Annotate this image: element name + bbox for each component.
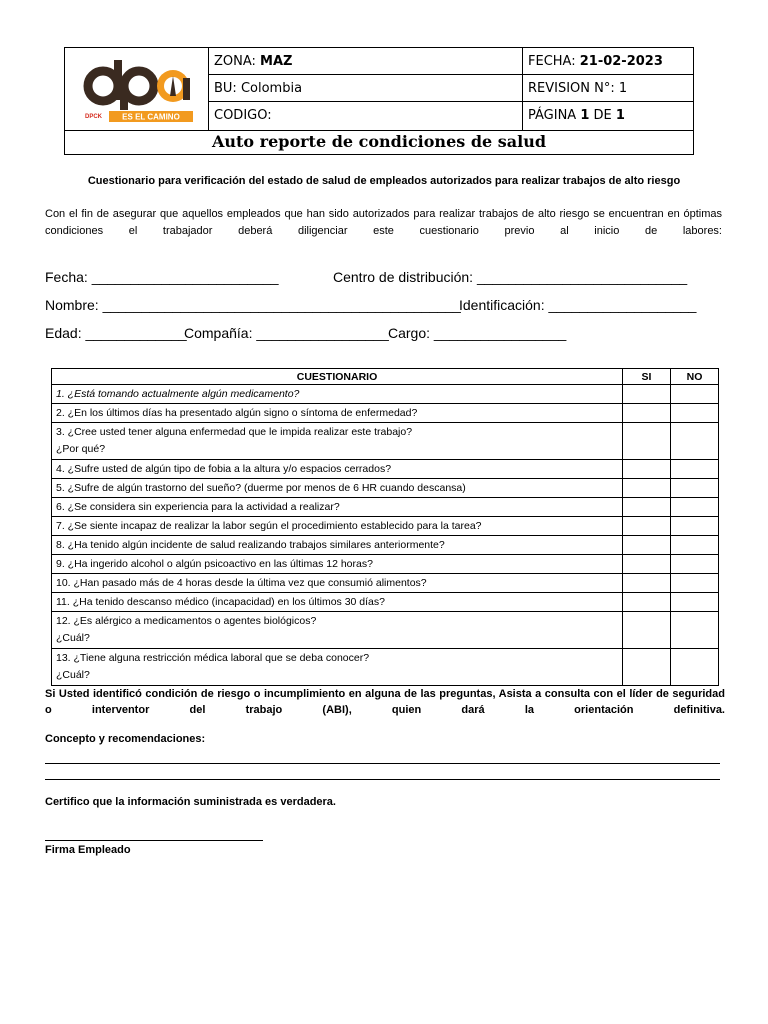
question-row xyxy=(52,574,719,593)
questionnaire-table xyxy=(51,368,719,686)
question-line: 13. ¿Tiene alguna restricción médica laboral que se deba conocer? xyxy=(56,652,370,664)
cargo-field[interactable]: Cargo: _________________ xyxy=(388,325,567,341)
codigo-label: CODIGO: xyxy=(214,108,272,123)
answer-no-cell[interactable] xyxy=(671,574,719,593)
pagina-de: DE xyxy=(589,108,616,123)
answer-no-cell[interactable] xyxy=(671,517,719,536)
question-row xyxy=(52,649,719,686)
answer-no-cell[interactable] xyxy=(671,423,719,460)
certifico-text: Certifico que la información suministrada es verdadera. xyxy=(45,796,336,808)
answer-si-cell[interactable] xyxy=(623,593,671,612)
question-followup: ¿Cuál? xyxy=(56,669,90,681)
questionnaire-header-row xyxy=(52,369,719,385)
bu-cell xyxy=(209,75,523,102)
question-line: 10. ¿Han pasado más de 4 horas desde la última vez que consumió alimentos? xyxy=(56,576,427,589)
concepto-line-1[interactable] xyxy=(45,763,720,764)
question-line: 1. ¿Está tomando actualmente algún medicamento? xyxy=(56,387,300,400)
pagina-value: 1 xyxy=(580,108,590,123)
question-text xyxy=(52,612,623,649)
bu-value: Colombia xyxy=(240,81,303,96)
question-text xyxy=(52,423,623,460)
zona-cell xyxy=(209,48,523,75)
question-row xyxy=(52,555,719,574)
question-line: 5. ¿Sufre de algún trastorno del sueño? (duerme por menos de 6 HR cuando descansa) xyxy=(56,481,466,494)
answer-no-cell[interactable] xyxy=(671,593,719,612)
pagina-total: 1 xyxy=(615,108,625,123)
fecha-cell xyxy=(523,48,693,75)
answer-si-cell[interactable] xyxy=(623,385,671,404)
answer-si-cell[interactable] xyxy=(623,536,671,555)
answer-no-cell[interactable] xyxy=(671,479,719,498)
question-followup: ¿Por qué? xyxy=(56,443,106,455)
fecha-field[interactable]: Fecha: ________________________ xyxy=(45,269,279,285)
question-text xyxy=(52,498,623,517)
answer-si-cell[interactable] xyxy=(623,649,671,686)
answer-si-cell[interactable] xyxy=(623,479,671,498)
answer-no-cell[interactable] xyxy=(671,385,719,404)
question-line: 2. ¿En los últimos días ha presentado algún signo o síntoma de enfermedad? xyxy=(56,406,418,419)
question-text xyxy=(52,517,623,536)
subtitle: Cuestionario para verificación del estado de salud de empleados autorizados para realizar trabajos de alto riesgo xyxy=(87,175,681,187)
answer-no-cell[interactable] xyxy=(671,555,719,574)
answer-no-cell[interactable] xyxy=(671,612,719,649)
question-text xyxy=(52,479,623,498)
identificacion-field[interactable]: Identificación: ___________________ xyxy=(459,297,697,313)
logo-tagline: ES EL CAMINO xyxy=(122,112,180,122)
pagina-cell xyxy=(523,102,693,130)
nombre-field[interactable]: Nombre: ______________________________________________ xyxy=(45,297,461,313)
answer-si-cell[interactable] xyxy=(623,460,671,479)
firma-label: Firma Empleado xyxy=(45,844,131,856)
answer-si-cell[interactable] xyxy=(623,555,671,574)
revision-value: 1 xyxy=(618,81,628,96)
question-text xyxy=(52,593,623,612)
question-text xyxy=(52,555,623,574)
compania-field[interactable]: Compañía: _________________ xyxy=(184,325,389,341)
codigo-cell xyxy=(209,102,523,130)
concepto-line-2[interactable] xyxy=(45,779,720,780)
question-row xyxy=(52,479,719,498)
question-text xyxy=(52,460,623,479)
answer-si-cell[interactable] xyxy=(623,498,671,517)
question-row xyxy=(52,612,719,649)
question-line: 3. ¿Cree usted tener alguna enfermedad que le impida realizar este trabajo? xyxy=(56,426,413,438)
question-line: 6. ¿Se considera sin experiencia para la actividad a realizar? xyxy=(56,500,340,513)
revision-cell xyxy=(523,75,693,102)
fecha-label: FECHA: xyxy=(528,54,580,69)
question-line: 7. ¿Se siente incapaz de realizar la labor según el procedimiento establecido para la tarea? xyxy=(56,519,482,532)
revision-label: REVISION N°: xyxy=(528,81,619,96)
question-line: 8. ¿Ha tenido algún incidente de salud realizando trabajos similares anteriormente? xyxy=(56,538,445,551)
question-line: 12. ¿Es alérgico a medicamentos o agentes biológicos? xyxy=(56,615,317,627)
document-title: Auto reporte de condiciones de salud xyxy=(65,130,693,155)
zona-value: MAZ xyxy=(260,54,293,69)
bu-label: BU: xyxy=(214,81,241,96)
answer-si-cell[interactable] xyxy=(623,574,671,593)
question-text xyxy=(52,404,623,423)
question-line: 4. ¿Sufre usted de algún tipo de fobia a la altura y/o espacios cerrados? xyxy=(56,462,392,475)
si-header: SI xyxy=(623,369,671,385)
question-row xyxy=(52,498,719,517)
no-header: NO xyxy=(671,369,719,385)
centro-field[interactable]: Centro de distribución: ___________________________ xyxy=(333,269,688,285)
zona-label: ZONA: xyxy=(214,54,261,69)
question-row xyxy=(52,517,719,536)
intro-paragraph: Con el fin de asegurar que aquellos empleados que han sido autorizados para realizar trabajos de alto riesgo se encuentran en óptimas condiciones el trabajador deberá diligenciar este cuestionario previo al inicio de labores: xyxy=(45,208,722,237)
answer-no-cell[interactable] xyxy=(671,404,719,423)
answer-no-cell[interactable] xyxy=(671,649,719,686)
pagina-label: PÁGINA xyxy=(528,108,581,123)
header-table xyxy=(64,47,694,155)
question-text xyxy=(52,574,623,593)
edad-field[interactable]: Edad: _____________ xyxy=(45,325,187,341)
question-row xyxy=(52,536,719,555)
fecha-value: 21-02-2023 xyxy=(579,54,663,69)
answer-si-cell[interactable] xyxy=(623,423,671,460)
question-line: 11. ¿Ha tenido descanso médico (incapacidad) en los últimos 30 días? xyxy=(56,595,385,608)
answer-no-cell[interactable] xyxy=(671,460,719,479)
question-row xyxy=(52,385,719,404)
logo-brand-text: DPCK xyxy=(85,114,103,120)
logo-cell xyxy=(65,48,209,130)
answer-no-cell[interactable] xyxy=(671,498,719,517)
question-row xyxy=(52,460,719,479)
question-line: 9. ¿Ha ingerido alcohol o algún psicoactivo en las últimas 12 horas? xyxy=(56,557,373,570)
answer-si-cell[interactable] xyxy=(623,612,671,649)
answer-si-cell[interactable] xyxy=(623,517,671,536)
question-followup: ¿Cuál? xyxy=(56,632,90,644)
questionnaire-body xyxy=(52,385,719,686)
question-row xyxy=(52,404,719,423)
firma-line[interactable] xyxy=(45,840,263,841)
question-text xyxy=(52,536,623,555)
question-row xyxy=(52,593,719,612)
answer-si-cell[interactable] xyxy=(623,404,671,423)
company-logo xyxy=(79,54,195,124)
question-row xyxy=(52,423,719,460)
risk-warning: Si Usted identificó condición de riesgo o incumplimiento en alguna de las preguntas, Asista a consulta con el líder de seguridad o interventor del trabajo (ABI), quien dará la orientación definitiva. xyxy=(45,688,725,716)
concepto-label: Concepto y recomendaciones: xyxy=(45,733,206,745)
question-text xyxy=(52,649,623,686)
answer-no-cell[interactable] xyxy=(671,536,719,555)
questionnaire-header: CUESTIONARIO xyxy=(52,369,623,385)
question-text xyxy=(52,385,623,404)
